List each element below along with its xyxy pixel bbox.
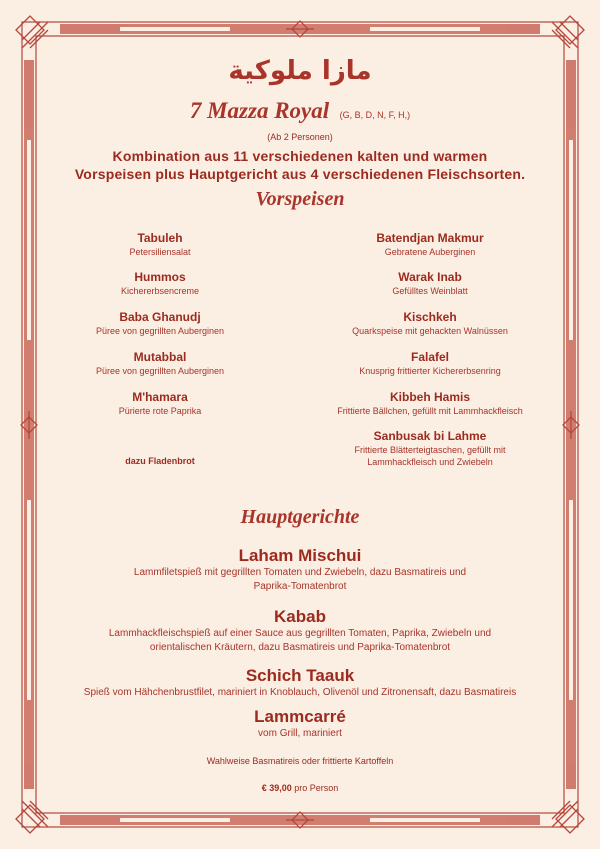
main-desc-continued: orientalischen Kräutern, dazu Basmatireis und Paprika-Tomatenbrot xyxy=(149,642,451,653)
starter-name: Tabuleh xyxy=(137,231,183,245)
starter-desc: Quarkspeise mit gehackten Walnüssen xyxy=(352,326,508,336)
starter-desc: Gefülltes Weinblatt xyxy=(392,286,468,296)
starter-desc: Pürierte rote Paprika xyxy=(118,406,202,416)
starter-name: Kibbeh Hamis xyxy=(389,390,470,404)
mains-heading: Hauptgerichte xyxy=(240,506,360,528)
menu-title: 7 Mazza Royal xyxy=(189,98,330,123)
starter-name: M'hamara xyxy=(132,390,188,404)
side-choice-note: Wahlweise Basmatireis oder frittierte Kartoffeln xyxy=(206,756,394,766)
starter-desc: Püree von gegrillten Auberginen xyxy=(95,326,225,336)
starter-desc: Kichererbsencreme xyxy=(120,286,200,296)
starter-item xyxy=(40,310,280,337)
starter-item xyxy=(310,390,550,417)
main-name: Kabab xyxy=(274,607,326,626)
starter-item xyxy=(310,429,550,468)
main-name: Lammcarré xyxy=(254,707,346,726)
main-name: Laham Mischui xyxy=(238,546,362,565)
main-desc: Lammfiletspieß mit gegrillten Tomaten und Zwiebeln, dazu Basmatireis und xyxy=(133,567,467,578)
starter-desc: Frittierte Bällchen, gefüllt mit Lammhackfleisch xyxy=(337,406,523,416)
main-name: Schich Taauk xyxy=(245,666,355,685)
starter-name: Hummos xyxy=(134,270,186,284)
main-desc-continued: Paprika-Tomatenbrot xyxy=(253,581,347,592)
price-value: € 39,00 xyxy=(261,783,292,793)
starter-desc: Püree von gegrillten Auberginen xyxy=(95,366,225,376)
starter-item xyxy=(40,390,280,417)
main-item xyxy=(40,707,560,741)
starter-desc: Petersiliensalat xyxy=(129,247,191,257)
price-line xyxy=(40,783,560,793)
starter-item xyxy=(310,310,550,337)
allergen-codes: (G, B, D, N, F, H,) xyxy=(339,110,411,120)
persons-note: (Ab 2 Personen) xyxy=(267,132,333,142)
starter-name: Batendjan Makmur xyxy=(376,231,484,245)
combination-line-2: Vorspeisen plus Hauptgericht aus 4 verschiedenen Fleischsorten. xyxy=(74,166,526,182)
starter-item xyxy=(310,231,550,258)
starter-desc: Gebratene Auberginen xyxy=(384,247,476,257)
starter-desc-continued: Lammhackfleisch und Zwiebeln xyxy=(367,457,493,467)
starter-name: Baba Ghanudj xyxy=(119,310,201,324)
side-bread: dazu Fladenbrot xyxy=(125,456,195,466)
price-suffix: pro Person xyxy=(291,783,339,793)
main-item xyxy=(40,546,560,594)
starter-name: Mutabbal xyxy=(133,350,187,364)
starter-item xyxy=(310,270,550,297)
main-item xyxy=(40,607,560,655)
combination-description xyxy=(40,147,560,183)
title-line xyxy=(40,98,560,124)
starter-item xyxy=(310,350,550,377)
starter-item xyxy=(40,231,280,258)
starter-name: Warak Inab xyxy=(398,270,462,284)
starter-name: Falafel xyxy=(410,350,449,364)
main-desc: Spieß vom Hähchenbrustfilet, mariniert in Knoblauch, Olivenöl und Zitronensaft, dazu Basmatireis xyxy=(83,687,517,698)
starter-name: Kischkeh xyxy=(403,310,457,324)
combination-line-1: Kombination aus 11 verschiedenen kalten und warmen xyxy=(112,148,488,164)
starter-desc: Frittierte Blätterteigtaschen, gefüllt mit xyxy=(354,445,506,455)
main-desc: Lammhackfleischspieß auf einer Sauce aus gegrillten Tomaten, Paprika, Zwiebeln und xyxy=(108,628,492,639)
main-item xyxy=(40,666,560,700)
starter-desc: Knusprig frittierter Kichererbsenring xyxy=(359,366,501,376)
starter-item xyxy=(40,270,280,297)
main-desc: vom Grill, mariniert xyxy=(258,728,342,739)
starters-heading: Vorspeisen xyxy=(255,188,345,210)
arabic-title: مازا ملوكية xyxy=(228,56,372,86)
starter-item xyxy=(40,350,280,377)
starter-name: Sanbusak bi Lahme xyxy=(373,429,487,443)
